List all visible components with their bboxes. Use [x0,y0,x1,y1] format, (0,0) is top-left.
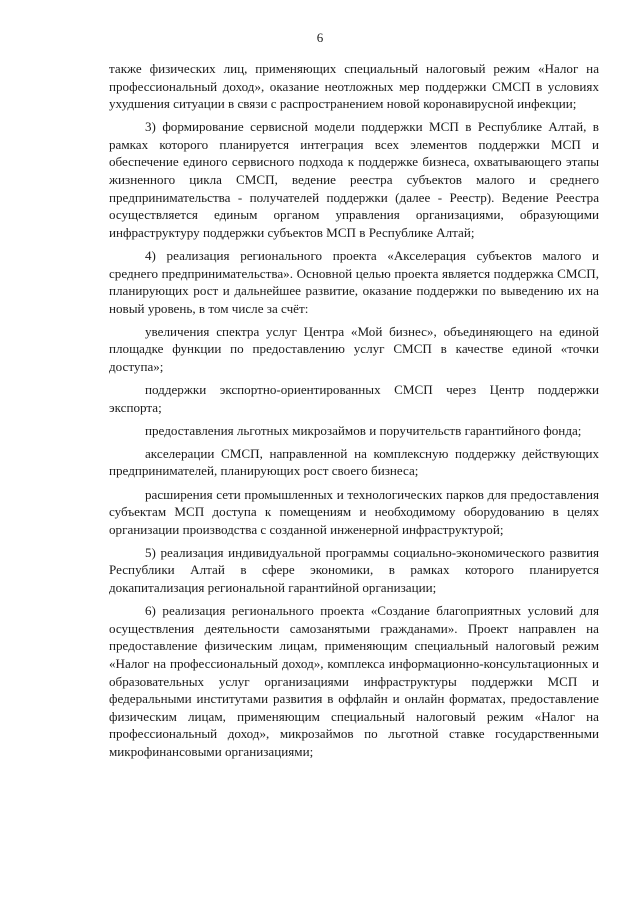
body-text [109,60,599,766]
paragraph: поддержки экспортно-ориентированных СМСП через Центр поддержки экспорта; [109,382,599,415]
paragraph: акселерации СМСП, направленной на комплексную поддержку действующих предпринимателей, планирующих рост своего бизнеса; [109,445,599,479]
paragraph: также физических лиц, применяющих специальный налоговый режим «Налог на профессиональный доход», оказание неотложных мер поддержки СМСП в условиях ухудшения ситуации в связи с распространением новой коронавирусной инфекции; [109,61,599,112]
paragraph: 6) реализация регионального проекта «Создание благоприятных условий для осуществления деятельности самозанятыми гражданами». Проект направлен на предоставление физическим лицам, применяющим специальный налоговый режим «Налог на профессиональный доход», комплекса информационно-консультационных и образовательных услуг организациями инфраструктуры поддержки МСП и федеральными институтами развития в оффлайн и онлайн форматах, предоставление физическим лицам, применяющим специальный налоговый режим «Налог на профессиональный доход», микрозаймов по льготной ставке государственными микрофинансовыми организациями; [109,603,599,759]
paragraph: предоставления льготных микрозаймов и поручительств гарантийного фонда; [145,422,582,438]
paragraph: 5) реализация индивидуальной программы социально-экономического развития Республики Алтай в сфере экономики, в рамках которого планируется докапитализация региональной гарантийной организации; [109,544,599,596]
page-number: 6 [316,30,324,45]
paragraph: расширения сети промышленных и технологических парков для предоставления субъектам МСП доступа к помещениям и необходимому оборудованию в целях организации производства с созданной инженерной инфраструктурой; [109,486,599,537]
paragraph: 4) реализация регионального проекта «Акселерация субъектов малого и среднего предпринимательства». Основной целью проекта является поддержка СМСП, планирующих рост и дальнейшее развитие, оказание поддержки по выведению их на новый уровень, в том числе за счёт: [109,247,599,316]
paragraph: увеличения спектра услуг Центра «Мой бизнес», объединяющего на единой площадке функции по предоставлению услуг СМСП в качестве единой «точки доступа»; [109,323,599,374]
paragraph: 3) формирование сервисной модели поддержки МСП в Республике Алтай, в рамках которого планируется интеграция всех элементов поддержки МСП и обеспечение единого сервисного подхода к поддержке бизнеса, охватывающего этапы жизненного цикла СМСП, ведение реестра субъектов малого и среднего предпринимательства - получателей поддержки (далее - Реестр). Ведение Реестра осуществляется единым органом управления организациями, образующими инфраструктуру поддержки субъектов МСП в Республике Алтай; [109,119,599,240]
